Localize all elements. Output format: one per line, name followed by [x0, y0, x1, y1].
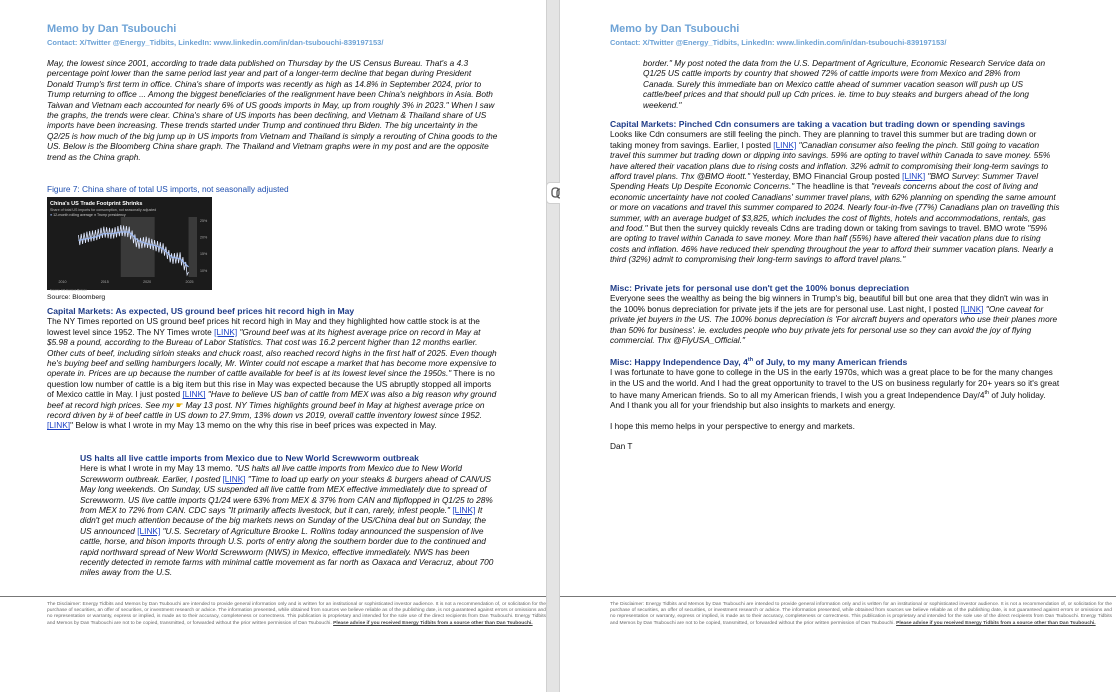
- disclaimer-text-left: The Disclaimer: Energy Tidbits and Memos by Dan Tsubouchi are intended to provide general information only and is written for an institutional or sophisticated investor audience. It is not a recommendation of, or solicitation for the purchase of securities, an offer of securities, or investment research or advice. The information presented, while obtained from sources we believe reliable as of the publishing date, is not guaranteed against errors or omissions and no representation or warranty, express or implied, is made as to their accuracy, completeness or correctness. This publication is proprietary and intended for the sole use of the direct recipients from Dan Tsubouchi. Energy Tidbits and Memos by Dan Tsubouchi are not to be copied, transmitted, or forwarded without the prior written permission of Dan Tsubouchi.: [47, 602, 546, 626]
- july4-text: I was fortunate to have gone to college in the US in the early 1970s, which was a great place to be for the many changes in the US and the world. And I had the great opportunity to travel to the US on business regularly for 20+ years so it's great to have many American friends. So to all my American friends, I wish you a great Independence Day/4: [610, 367, 1060, 400]
- screwworm-quote-1: "US halts all live cattle imports from Mexico due to New World Screwworm outbreak. Earlier, I posted: [80, 463, 462, 484]
- chart-title: China's US Trade Footprint Shrinks: [50, 201, 143, 208]
- left-intro-block: [47, 58, 499, 162]
- july4-paragraph: [610, 367, 1060, 410]
- continued-quote-block: [643, 58, 1053, 110]
- y-tick-label: 15%: [200, 252, 208, 257]
- disclaimer-text-right: The Disclaimer: Energy Tidbits and Memos by Dan Tsubouchi are intended to provide general information only and is written for an institutional or sophisticated investor audience. It is not a recommendation of, or solicitation for the purchase of securities, an offer of securities, or investment research or advice. The information presented, while obtained from sources we believe reliable as of the publishing date, is not guaranteed against errors or omissions and no representation or warranty, express or implied, is made as to their accuracy, completeness or correctness. This publication is proprietary and intended for the sole use of the direct recipients from Dan Tsubouchi. Energy Tidbits and Memos by Dan Tsubouchi are not to be copied, transmitted, or forwarded without the prior written permission of Dan Tsubouchi.: [610, 602, 1112, 626]
- cdn-text-3: The headline is that: [796, 181, 869, 192]
- link-screwworm-3[interactable]: [LINK]: [137, 525, 161, 536]
- beef-quote-2: "Have to believe US ban of cattle from MEX was also a big reason why ground beef at record high prices. See my: [47, 389, 497, 410]
- legend-trump: Trump presidency: [97, 213, 126, 218]
- screwworm-text: Here is what I wrote in my May 13 memo.: [80, 463, 233, 474]
- chart-subtitle: Share of total US imports for consumption, not seasonally adjusted: [50, 208, 157, 213]
- chart-svg: [47, 197, 212, 290]
- memo-title: Memo by Dan Tsubouchi: [47, 23, 177, 35]
- section-screwworm: [80, 453, 498, 578]
- disclaimer-right: [610, 602, 1112, 627]
- disclaimer-left: [47, 602, 546, 627]
- section-heading-beef: Capital Markets: As expected, US ground beef prices hit record high in May: [47, 306, 355, 316]
- cdn-quote-2: "BMO Survey: Summer Travel Spending Heats Up Despite Economic Concerns.": [610, 171, 1039, 192]
- cdn-paragraph: [610, 129, 1060, 264]
- beef-quote-3: May 13 post. NY Times highlights ground beef in May at highest average price on record driven by # of beef cattle in US down to 27.9mm, 13% down vs 2019, overall cattle inventory lowest since 1952.: [47, 399, 485, 421]
- beef-paragraph: The NY Times reported on US ground beef prices hit record high in May and they highlighted how cattle stock is at the lowest level since 1952. The NY Times wrote [LINK] "Ground beef was at its highest average price on record in May at $5.98 a pound, according to the Bureau of Labor Statistics. That cost was 16.2 percent higher than 12 months earlier. Other cuts of beef, including sirloin steaks and chuck roast, also reached record highs in the first half of 2025. Even though he's buying beef and selling hamburgers locally, Mr. Winter could not escape a market that has become more expensive to operate in. Prices are up because the number of cattle available for beef is at its lowest level since the 1950s." There is no question low number of cattle is a big item but this rise in May was expected because the US abruptly stopped all imports of Mexico cattle in May. I just posted [LINK] "Have to believe US ban of cattle from MEX was also a big reason why ground beef at record high prices. See my ☛ May 13 post. NY Times highlights ground beef in May at highest average price on record driven by # of beef cattle in US down to 27.9mm, 13% down vs 2019, overall cattle inventory lowest since 1952. [LINK]" Below is what I wrote in my May 13 memo on the why this rise in beef prices was expected in May.: [47, 316, 497, 431]
- july4-heading-sup: th: [747, 357, 754, 363]
- july4-text-post: of July holiday. And I thank you all for your friendship but also insights to markets and energy.: [610, 389, 1046, 411]
- section-private-jets: [610, 283, 1060, 345]
- figure-caption: Figure 7: China share of total US imports, not seasonally adjusted: [47, 184, 289, 194]
- signature: Dan T: [610, 441, 633, 452]
- footer-divider-right: [560, 596, 1116, 597]
- screwworm-quote-4: "U.S. Secretary of Agriculture Brooke L. Rollins today announced the suspension of live cattle, horse, and bison imports through U.S. ports of entry along the southern border due to the continued and rapid northward spread of New World Screwworm (NWS) in Mexico, effective immediately. NWS has been recently detected in remote farms with minimal cattle movement as far north as Oaxaca and Veracruz, about 700 miles away from the U.S.: [80, 525, 494, 578]
- link-cdn-1[interactable]: [LINK]: [773, 139, 797, 150]
- document-page-left: [0, 0, 546, 692]
- july4-text-sup: th: [984, 390, 990, 397]
- cdn-quote-3: "reveals concerns about the cost of living and economic uncertainty have not cooled Canadians' summer travel plans, with 62% planning on spending the same amount or more on vacations and travel this summer compared to 2024. Nearly four-in-five (77%) Canadians plan on travelling this summer, with an average budget of $3,825, which includes the cost of flights, hotels and accommodations, rentals, gas and food.": [610, 181, 1060, 234]
- cdn-text-2: Yesterday, BMO Financial Group posted: [752, 171, 900, 182]
- x-tick-label: 2010: [58, 280, 67, 285]
- china-share-chart: [47, 197, 212, 293]
- y-tick-label: 10%: [200, 269, 208, 274]
- cdn-text-1: Looks like Cdn consumers are still feeling the pinch. They are planning to travel this summer but are trading down or taking money from savings. Earlier, I posted: [610, 129, 1037, 150]
- footer-divider-left: [0, 596, 546, 597]
- memo-contact-right: Contact: X/Twitter @Energy_Tidbits, LinkedIn: www.linkedin.com/in/dan-tsubouchi-839197153/: [610, 38, 947, 47]
- closing-line: I hope this memo helps in your perspective to energy and markets.: [610, 420, 855, 431]
- beef-text-1: The NY Times reported on US ground beef prices hit record high in May and they highlighted how cattle stock is at the lowest level since 1952. The NY Times wrote: [47, 316, 480, 337]
- memo-contact: Contact: X/Twitter @Energy_Tidbits, LinkedIn: www.linkedin.com/in/dan-tsubouchi-839197153/: [47, 38, 384, 47]
- beef-text-2: There is no question low number of cattle is a big item but this rise in May was expected because the US abruptly stopped all imports of Mexico cattle in May. I just posted: [47, 368, 495, 400]
- disclaimer-advise-right: Please advise if you received Energy Tidbits from a source other than Dan Tsubouchi.: [896, 620, 1096, 626]
- link-nytimes[interactable]: [LINK]: [214, 326, 238, 337]
- link-screwworm-1[interactable]: [LINK]: [222, 473, 246, 484]
- legend-rolling: 12-month rolling average: [53, 213, 93, 218]
- link-cdn-2[interactable]: [LINK]: [902, 171, 926, 182]
- link-beef-2[interactable]: [LINK]: [47, 420, 71, 431]
- x-tick-label: 2020: [143, 280, 152, 285]
- page-gutter: [546, 0, 560, 692]
- chart-source-note: Source: US Census Bureau: [50, 288, 87, 293]
- intro-paragraph: May, the lowest since 2001, according to trade data published on Thursday by the US Census Bureau. That's a 4.3 percentage point lower than the same period last year and part of a longer-term decline that began during President Donald Trump's first term in office. China's share of imports was recently as high as 14.8% in September 2024, prior to Trump returning to office ... Among the biggest beneficiaries of the realignment have been China's neighbors in Asia. Both Taiwan and Vietnam each accounted for nearly 6% of US goods imports in May, up from roughly 3% in 2023." When I saw the graphs, the trends were clear. China's share of US imports has been declining, and Vietnam & Thailand share of US imports have been increasing. These trends started under Trump and continued thru Biden. The big uncertainty in the Q2/25 is how much of the big jump up in US imports from Vietnam and Thailand is simply a rerouting of China goods to the US. Below is the Bloomberg China share graph. The Thailand and Vietnam graphs were in my post and are the opposite trend as the China graph.: [47, 58, 498, 162]
- cdn-text-4: But then the survey quickly reveals Cdns are trading down or taking from savings to travel. BMO wrote: [649, 223, 1026, 234]
- x-tick-label: 2025: [185, 280, 194, 285]
- document-page-right: [560, 0, 1116, 692]
- section-beef-prices: [47, 306, 499, 431]
- july4-heading-post: of July, to my many American friends: [753, 356, 908, 367]
- beef-text-3: Below is what I wrote in my May 13 memo on the why this rise in beef prices was expected in May.: [75, 420, 437, 431]
- y-tick-label: 20%: [200, 235, 208, 240]
- continued-quote: border." My post noted the data from the U.S. Department of Agriculture, Economic Research Service data on Q1/25 US cattle imports by country that showed 72% of cattle imports were from Mexico and 28% from Canada. Surely this immediate ban on Mexico cattle ahead of summer vacation season will push up US cattle/beef prices and that should pull up Cdn prices. ie. time to buy steaks and burgers ahead of the long weekend.": [643, 58, 1046, 110]
- screwworm-quote-2: "Time to load up early on your steaks & burgers ahead of CAN/US May long weekends. On Sunday, US suspended all live cattle from MEX effective immediately due to spread of Screwworm. US live cattle imports Q1/24 were 63% from MEX & 37% from CAN and flipflopped in Q1/25 to 28% from MEX to 72% from CAN. CDC says "It primarily affects livestock, but it can, rarely, infest people.": [80, 473, 493, 516]
- link-jets[interactable]: [LINK]: [960, 303, 984, 314]
- jets-paragraph: [610, 293, 1060, 345]
- section-heading-cdn: Capital Markets: Pinched Cdn consumers are taking a vacation but trading down or spending savings: [610, 119, 1025, 129]
- trump-band-1: [189, 217, 197, 277]
- trump-band-0: [121, 217, 155, 277]
- section-heading-screwworm: US halts all live cattle imports from Mexico due to New World Screwworm outbreak: [80, 453, 419, 463]
- link-beef-post[interactable]: [LINK]: [182, 389, 206, 400]
- figure-block: [47, 184, 499, 304]
- chart-legend: ● 12-month rolling average ■ Trump presidency: [50, 213, 126, 218]
- disclaimer-advise-left: Please advise if you received Energy Tidbits from a source other than Dan Tsubouchi.: [333, 620, 533, 626]
- jets-quote: "One caveat for private jet buyers in the US. The 100% bonus depreciation is 'For aircraft buyers and operators who use their planes more than 50% for business'. ie. excludes people who buy private jets for personal use so they can avoid the joy of flying commercial. Thx @FlyUSA_Official.": [610, 303, 1058, 346]
- section-cdn-consumers: [610, 119, 1060, 265]
- section-heading-july4: [610, 355, 1060, 367]
- pointing-hand-icon: ☛: [175, 399, 184, 410]
- section-heading-jets: Misc: Private jets for personal use don't get the 100% bonus depreciation: [610, 283, 910, 293]
- jets-text: Everyone sees the wealthy as being the big winners in Trump's big, beautiful bill but one area that they didn't win was in the 100% bonus depreciation for private jets if the jets are for personal use. Last night, I posted: [610, 293, 1049, 314]
- july4-heading-pre: Misc: Happy Independence Day, 4: [610, 356, 748, 367]
- section-independence-day: [610, 355, 1060, 451]
- link-screwworm-2[interactable]: [LINK]: [452, 505, 476, 516]
- beef-quote: "Ground beef was at its highest average price on record in May at $5.98 a pound, according to the Bureau of Labor Statistics. That cost was 16.2 percent higher than 12 months earlier. Other cuts of beef, including sirloin steaks and chuck roast, also reached record highs in the first half of 2025. Even though he's buying beef and selling hamburgers locally, Mr. Winter could not escape a market that has become more expensive to operate in. Prices are up because the number of cattle available for beef is at its lowest level since the 1950s.": [47, 326, 497, 379]
- memo-title-right: Memo by Dan Tsubouchi: [610, 23, 740, 35]
- cdn-quote-4: "59% are opting to travel within Canada to save money. More than half (55%) have altered their vacation plans due to rising costs and inflation. 46% have reduced their spending throughout the year to afford their summer vacation plans. Nearly a third (32%) admit to compromising their long-term savings to afford travel plans.": [610, 223, 1054, 265]
- cdn-quote-1: "Canadian consumer also feeling the pinch. Still going to vacation travel this summer but trading down or dipping into savings. 59% are opting to travel within Canada to save money. 55% have altered their vacation plans due to rising costs and inflation. 32% admit to compromising their long-term savings to afford travel plans. Thx @BMO #oott.": [610, 139, 1051, 182]
- y-tick-label: 25%: [200, 219, 208, 224]
- figure-source: Source: Bloomberg: [47, 294, 106, 302]
- x-tick-label: 2015: [100, 280, 109, 285]
- screwworm-quote-3: It didn't get much attention because of the big markets news on Sunday of the US/China deal but on Sunday, the US announced: [80, 505, 486, 536]
- screwworm-paragraph: [80, 463, 498, 577]
